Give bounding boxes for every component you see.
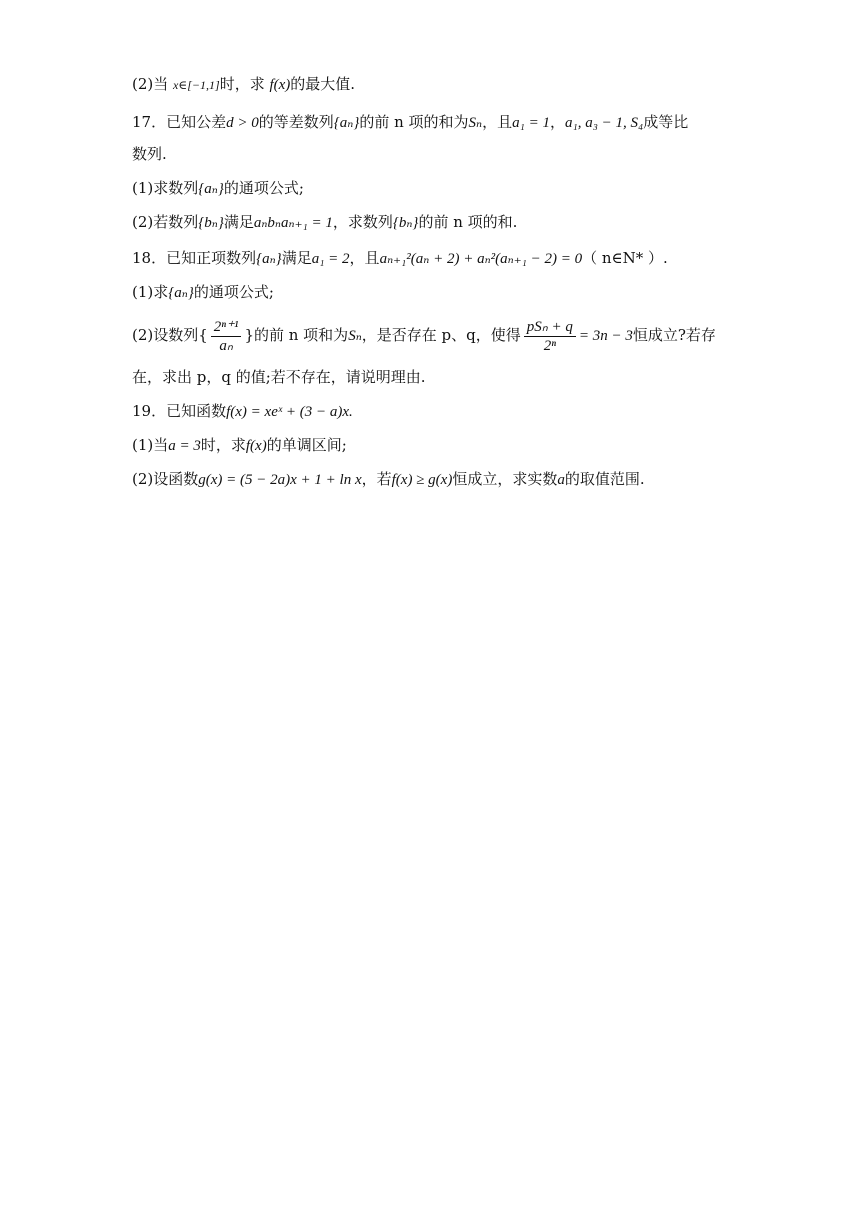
q18-a1: a₁ = 2: [311, 251, 350, 267]
q17-p2-text: (2)若数列: [132, 213, 199, 231]
q16-p2-text: 的最大值.: [290, 75, 356, 93]
q17-text: 已知公差: [166, 113, 227, 131]
q18-fraction-numerator: 2ⁿ⁺¹: [211, 318, 242, 337]
q18-p2-text: (2)设数列{: [132, 326, 208, 344]
q17-p2-text: 的前 n 项的和.: [418, 213, 518, 231]
q17-p2-text: ，求数列: [332, 213, 393, 231]
q19-p1-text: 时，求: [200, 436, 246, 454]
q19-p2-text: ，若: [361, 470, 392, 488]
q19-part1: [132, 434, 730, 457]
q19-inequality: f(x) ≥ g(x): [391, 472, 453, 488]
q17-stem-line2: [132, 143, 730, 165]
q17-seq-b: {bₙ}: [198, 215, 224, 231]
q19-p2-text: 恒成立，求实数: [452, 470, 558, 488]
q17-p2-text: 满足: [223, 213, 254, 231]
q18-fraction: [211, 318, 242, 355]
q18-sn: Sₙ: [348, 328, 362, 344]
q18-p2-text: ，是否存在 p、q，使得: [361, 326, 521, 344]
q17-p1-text: 的通项公式;: [223, 179, 304, 197]
q17-geo-terms: a₁, a₃ − 1, S₄: [565, 115, 644, 131]
q18-text: ，且: [349, 249, 380, 267]
q17-text: 成等比: [643, 113, 689, 131]
q18-part2: [132, 315, 730, 356]
q18-p1-text: (1)求: [132, 283, 169, 301]
q16-p2-text: (2)当: [132, 75, 174, 93]
q19-p2-text: (2)设函数: [132, 470, 199, 488]
q19-a-value: a = 3: [168, 438, 201, 454]
q19-p1-text: (1)当: [132, 436, 169, 454]
q19-p2-text: 的取值范围.: [564, 470, 645, 488]
q18-equation-denominator: 2ⁿ: [543, 337, 556, 354]
q18-number: 18．: [132, 249, 167, 267]
q18-p2-text: 恒成立?若存: [632, 326, 716, 344]
q17-stem-line1: [132, 111, 730, 134]
q17-seq-a: {aₙ}: [333, 115, 360, 131]
q19-gx: g(x) = (5 − 2a)x + 1 + ln x: [198, 472, 362, 488]
q18-part2-cont: [132, 366, 730, 388]
q16-fx: f(x): [269, 77, 291, 93]
q17-text: ，且: [482, 113, 513, 131]
q17-d-condition: d > 0: [226, 115, 259, 131]
q17-part1: [132, 177, 730, 200]
q18-stem: [132, 247, 730, 270]
q18-p2-text: }的前 n 项和为: [244, 326, 349, 344]
q19-p1-text: 的单调区间;: [266, 436, 347, 454]
q18-seq-a: {aₙ}: [256, 251, 282, 267]
q19-part2: [132, 468, 730, 491]
q17-seq-a: {aₙ}: [198, 181, 224, 197]
q16-condition: x∈[−1,1]: [173, 78, 220, 92]
q17-text: 的前 n 项的和为: [359, 113, 469, 131]
q18-recurrence: aₙ₊₁²(aₙ + 2) + aₙ²(aₙ₊₁ − 2) = 0: [379, 251, 583, 267]
q17-text: 数列.: [132, 145, 167, 163]
q17-a1: a₁ = 1: [512, 115, 550, 131]
q18-fraction-denominator: aₙ: [219, 337, 233, 354]
q18-p2-text: 在，求出 p，q 的值;若不存在，请说明理由.: [132, 368, 426, 386]
q19-fx: f(x) = xeˣ + (3 − a)x.: [226, 404, 353, 420]
q18-seq-a: {aₙ}: [168, 285, 194, 301]
q18-equation-numerator: pSₙ + q: [524, 318, 576, 337]
q17-number: 17．: [132, 113, 167, 131]
q17-sn: Sₙ: [468, 115, 483, 131]
q18-part1: [132, 281, 730, 304]
q18-equation-fraction: [524, 318, 576, 355]
q19-number: 19．: [132, 402, 167, 420]
q17-seq-b: {bₙ}: [392, 215, 419, 231]
q18-p1-text: 的通项公式;: [193, 283, 274, 301]
q19-text: 已知函数: [166, 402, 227, 420]
q16-part2: [132, 73, 730, 96]
q18-text: 满足: [281, 249, 312, 267]
q17-part2: [132, 211, 730, 234]
q16-p2-text: 时，求: [219, 75, 270, 93]
q18-text: 已知正项数列: [166, 249, 257, 267]
q17-p1-text: (1)求数列: [132, 179, 199, 197]
q19-a: a: [557, 472, 565, 488]
q17-text: ，: [549, 113, 565, 131]
q17-text: 的等差数列: [258, 113, 334, 131]
q19-stem: [132, 400, 730, 423]
q18-equation-rhs: = 3n − 3: [578, 328, 633, 344]
q18-text: （ n∈N* ）.: [582, 249, 668, 267]
q17-condition-ab: aₙbₙaₙ₊₁ = 1: [253, 215, 333, 231]
q19-fx: f(x): [245, 438, 267, 454]
